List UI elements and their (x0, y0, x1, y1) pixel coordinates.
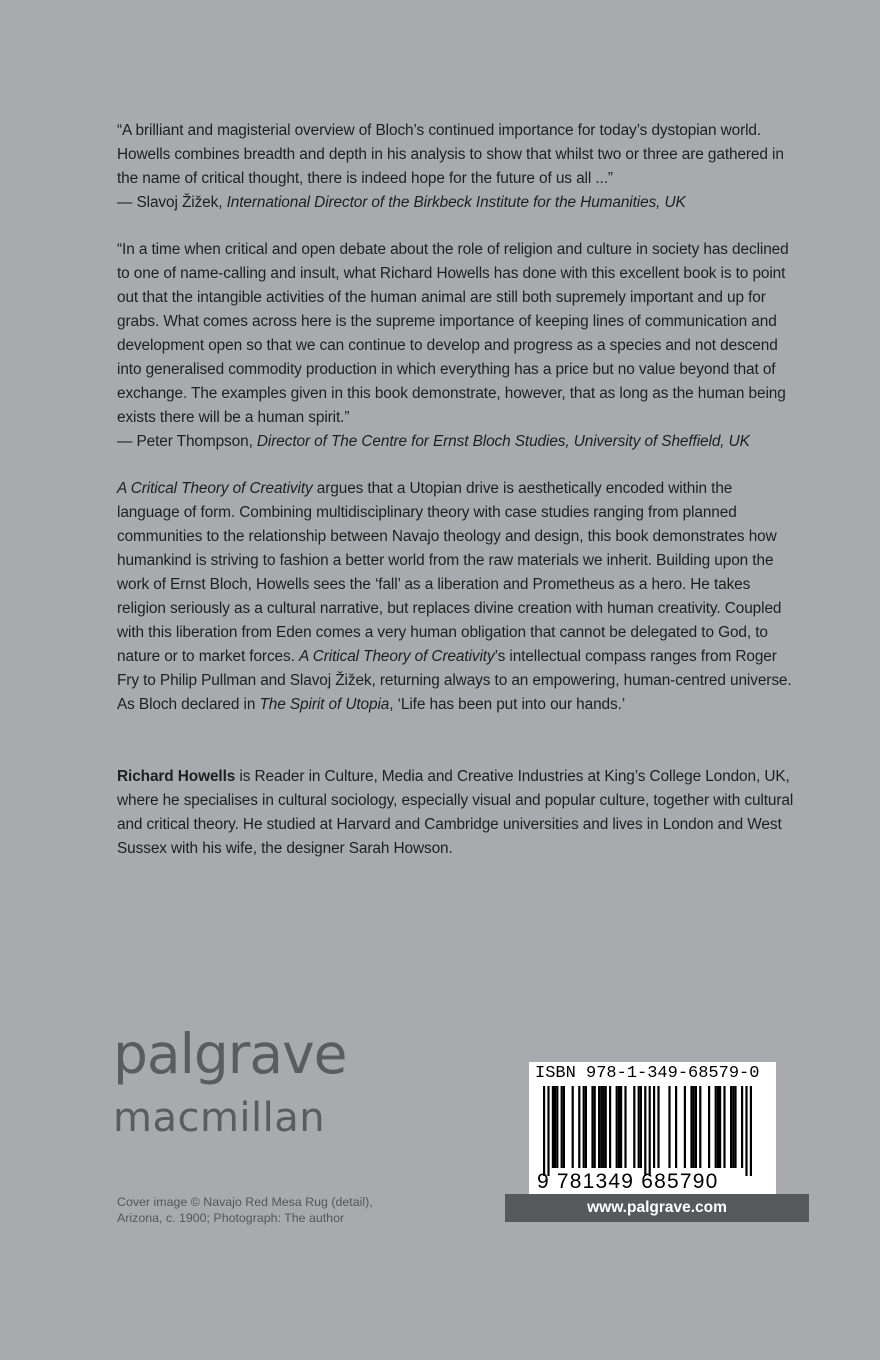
barcode-bar (717, 1086, 719, 1168)
description-text: , ‘Life has been put into our hands.’ (389, 696, 626, 713)
barcode-bar (602, 1086, 604, 1168)
barcode-bar (640, 1086, 642, 1168)
barcode-bar (561, 1086, 563, 1168)
barcode-bar (578, 1086, 580, 1168)
barcode-bar (572, 1086, 574, 1168)
barcode-bar (563, 1086, 565, 1168)
barcode-bar (616, 1086, 618, 1168)
barcode-bar (638, 1086, 640, 1168)
barcode-bar (585, 1086, 587, 1168)
barcode-bar (653, 1086, 655, 1168)
quote-author: — Slavoj Žižek, (117, 194, 227, 211)
barcode-bar (556, 1086, 558, 1168)
website-url[interactable]: www.palgrave.com (505, 1194, 809, 1222)
barcode-bar (684, 1086, 686, 1168)
book-description (117, 477, 797, 717)
barcode-bar (633, 1086, 635, 1168)
barcode-bar (745, 1086, 747, 1176)
barcode-bar (699, 1086, 701, 1168)
barcode-bar (723, 1086, 725, 1168)
author-name: Richard Howells (117, 768, 236, 785)
description-text: argues that a Utopian drive is aesthetically encoded within the language of form. Combining multidisciplinary theory with case studies ranging from planned communities to the relationship between Navajo theology and design, this book demonstrates how humankind is striving to fashion a better world from the raw materials we inherit. Building upon the work of Ernst Bloch, Howells sees the ‘fall’ as a liberation and Prometheus as a hero. He takes religion seriously as a cultural narrative, but replaces divine creation with human creativity. Coupled with this liberation from Eden comes a very human obligation that cannot be delegated to God, to nature or to market forces. (117, 480, 782, 665)
barcode-bar (690, 1086, 692, 1168)
credit-line: Cover image © Navajo Red Mesa Rug (detail), (117, 1195, 373, 1209)
endorsement-thompson (117, 238, 797, 454)
cover-credit (117, 1194, 417, 1226)
isbn-barcode (529, 1062, 776, 1196)
credit-line: Arizona, c. 1900; Photograph: The author (117, 1211, 345, 1225)
barcode-bar (649, 1086, 651, 1176)
barcode-bar (730, 1086, 732, 1168)
barcode-bar (600, 1086, 602, 1168)
author-bio (117, 765, 797, 861)
barcode-bar (693, 1086, 695, 1168)
barcode-bar (719, 1086, 721, 1168)
quote-text: “A brilliant and magisterial overview of Bloch’s continued importance for today’s dystopian world. Howells combines breadth and depth in his analysis to show that whilst two or three are gathered in the name of critical thought, there is indeed hope for the future of us all ...” (117, 122, 784, 187)
barcode-bar (547, 1086, 549, 1176)
barcode-bar (594, 1086, 596, 1168)
ean-number: 9 781349 685790 (537, 1170, 719, 1193)
barcode-bar (741, 1086, 743, 1168)
barcode-bar (554, 1086, 556, 1168)
barcode-bar (657, 1086, 659, 1168)
barcode-bar (605, 1086, 607, 1168)
description-text: ’s intellectual compass ranges from Roger Fry to Philip Pullman and Slavoj Žižek, returning always to an empowering, human-centred universe. As Bloch declared in (117, 648, 792, 713)
barcode-bar (591, 1086, 593, 1168)
publisher-logo-macmillan: macmillan (113, 1095, 326, 1141)
barcode-bars (543, 1086, 765, 1176)
barcode-bar (552, 1086, 554, 1168)
barcode-bar (732, 1086, 734, 1168)
bio-text: is Reader in Culture, Media and Creative Industries at King’s College London, UK, where he specialises in cultural sociology, especially visual and popular culture, together with cultural and critical theory. He studied at Harvard and Cambridge universities and lives in London and West Sussex with his wife, the designer Sarah Howson. (117, 768, 794, 857)
barcode-bar (715, 1086, 717, 1168)
endorsement-zizek (117, 119, 797, 215)
book-title: A Critical Theory of Creativity (117, 480, 313, 497)
barcode-bar (583, 1086, 585, 1168)
quote-text: “In a time when critical and open debate about the role of religion and culture in society has declined to one of name-calling and insult, what Richard Howells has done with this excellent book is to point out that the intangible activities of the human animal are still both supremely important and up for grabs. What comes across here is the supreme importance of keeping lines of communication and development open so that we can continue to develop and progress as a species and not descend into generalised commodity production in which everything has a price but no value beyond that of exchange. The examples given in this book demonstrate, however, that as long as the human being exists there will be a human spirit.” (117, 241, 789, 426)
barcode-bar (708, 1086, 710, 1168)
quote-attribution (117, 430, 797, 454)
barcode-bar (734, 1086, 736, 1168)
barcode-bar (543, 1086, 545, 1176)
barcode-bar (609, 1086, 611, 1168)
isbn-label: ISBN 978-1-349-68579-0 (535, 1064, 760, 1083)
cited-work-title: The Spirit of Utopia (259, 696, 390, 713)
barcode-bar (620, 1086, 622, 1168)
quote-author: — Peter Thompson, (117, 433, 257, 450)
quote-affiliation: International Director of the Birkbeck Institute for the Humanities, UK (226, 194, 686, 211)
barcode-bar (750, 1086, 752, 1176)
barcode-bar (598, 1086, 600, 1168)
publisher-logo-palgrave: palgrave (113, 1022, 347, 1086)
quote-attribution (117, 191, 797, 215)
quote-affiliation: Director of The Centre for Ernst Bloch Studies, University of Sheffield, UK (256, 433, 750, 450)
barcode-bar (695, 1086, 697, 1168)
book-title: A Critical Theory of Creativity (298, 648, 495, 665)
barcode-bar (618, 1086, 620, 1168)
barcode-bar (668, 1086, 670, 1168)
barcode-bar (624, 1086, 626, 1168)
barcode-bar (644, 1086, 646, 1176)
barcode-bar (675, 1086, 677, 1168)
